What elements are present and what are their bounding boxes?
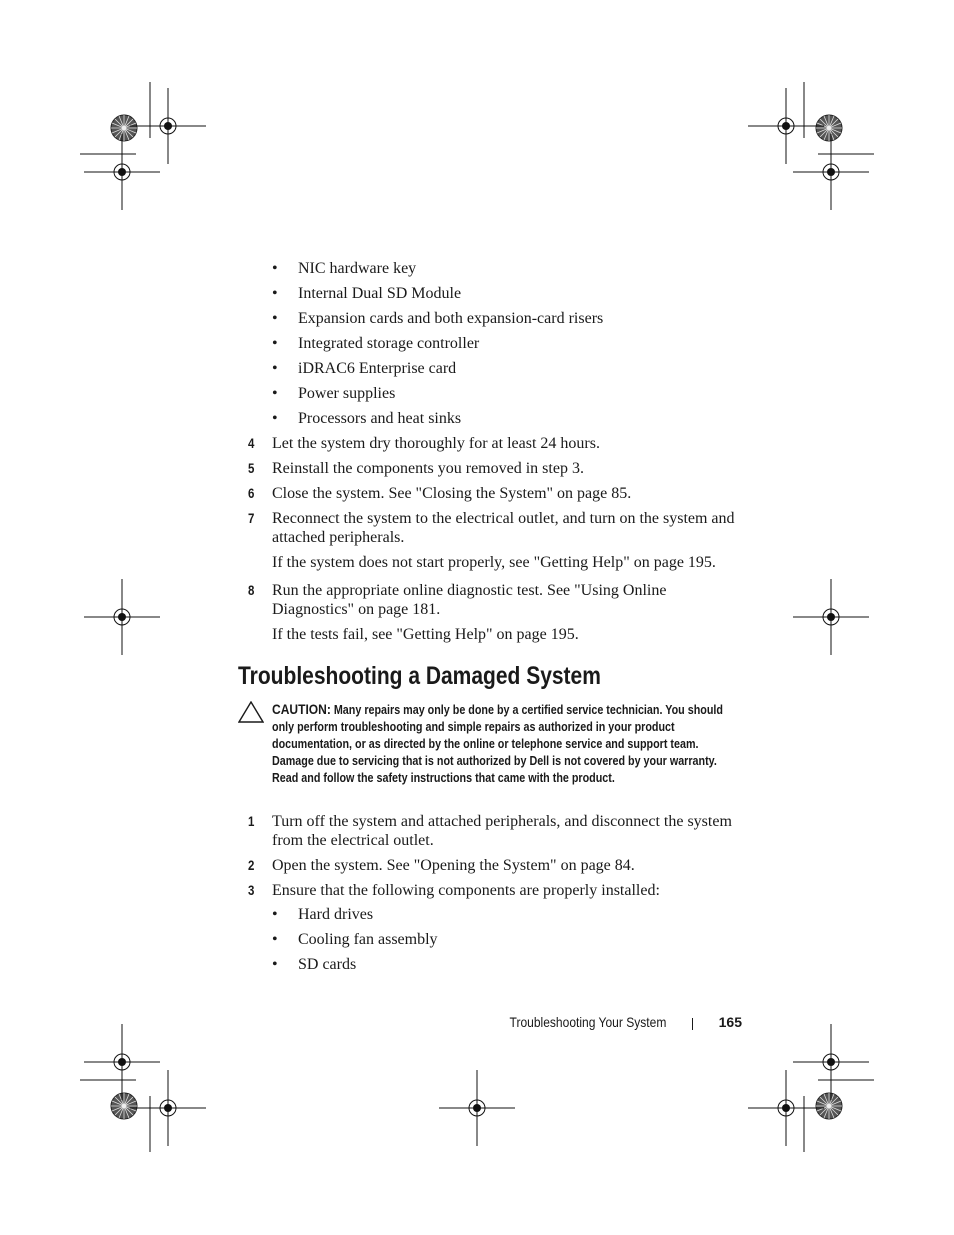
step-number: 6 [248,486,255,501]
step-number: 8 [248,583,255,598]
footer-section-title: Troubleshooting Your System [509,1014,666,1030]
procedure-step [248,434,742,459]
list-item: • Hard drives [272,905,742,930]
procedure-step [248,459,742,484]
list-item: • NIC hardware key [272,259,742,284]
crosshair-mark [793,134,869,210]
caution-text: Many repairs may only be done by a certified service technician. You should only perform troubleshooting and simple repairs as authorized in your product documentation, or as directed by the online or telephone service and support team. Damage due to servicing that is not authorized by Dell is not covered by your warranty. Read and follow the safety instructions that came with the product. [272,703,723,785]
section-heading: Troubleshooting a Damaged System [238,662,601,690]
step-text: Open the system. See "Opening the System" on page 84. [272,857,635,874]
crosshair-mark [84,579,160,655]
list-item: • Expansion cards and both expansion-card risers [272,309,742,334]
step-number: 5 [248,461,255,476]
crosshair-mark [748,1070,824,1146]
step-text: Ensure that the following components are properly installed: [272,882,660,899]
procedure-step [248,581,742,644]
footer-divider [692,1018,693,1030]
crosshair-mark [439,1070,515,1146]
step-text: Reconnect the system to the electrical outlet, and turn on the system and attached peripherals. [272,510,735,546]
step-text: Turn off the system and attached peripherals, and disconnect the system from the electrical outlet. [272,813,732,849]
list-item: • Internal Dual SD Module [272,284,742,309]
procedure-steps-top [248,434,742,644]
rosette-mark [111,115,137,141]
rosette-mark [111,1093,137,1119]
crosshair-mark [84,134,160,210]
procedure-step [248,856,742,881]
procedure-step [248,812,742,856]
list-item: • Processors and heat sinks [272,409,742,434]
crosshair-mark [130,1070,206,1146]
caution-triangle-icon [238,701,264,723]
rosette-mark [816,1093,842,1119]
list-item: • Power supplies [272,384,742,409]
crosshair-mark [793,579,869,655]
component-list-top [272,259,742,434]
page-footer [470,1014,742,1034]
step-text: Close the system. See "Closing the System" on page 85. [272,485,632,502]
crosshair-mark [793,1024,869,1100]
step-number: 4 [248,436,255,451]
crosshair-mark [130,88,206,164]
rosette-mark [816,115,842,141]
step-text: Let the system dry thoroughly for at least 24 hours. [272,435,600,452]
page-number: 165 [718,1014,742,1030]
procedure-step [248,484,742,509]
step-text: Run the appropriate online diagnostic test. See "Using Online Diagnostics" on page 181. [272,582,667,618]
caution-label: CAUTION: [272,701,331,717]
step-note: If the tests fail, see "Getting Help" on page 195. [272,626,579,643]
procedure-steps-bottom [248,812,742,906]
list-item: • iDRAC6 Enterprise card [272,359,742,384]
caution-notice [272,701,736,787]
step-number: 1 [248,814,255,829]
list-item: • Integrated storage controller [272,334,742,359]
list-item: • Cooling fan assembly [272,930,742,955]
list-item: • SD cards [272,955,742,980]
crosshair-mark [748,88,824,164]
crosshair-mark [84,1024,160,1100]
step-number: 2 [248,858,255,873]
step-note: If the system does not start properly, see "Getting Help" on page 195. [272,554,716,571]
procedure-step [248,509,742,581]
component-list-bottom [272,905,742,980]
step-number: 7 [248,511,255,526]
step-text: Reinstall the components you removed in step 3. [272,460,584,477]
step-number: 3 [248,883,255,898]
procedure-step [248,881,742,906]
